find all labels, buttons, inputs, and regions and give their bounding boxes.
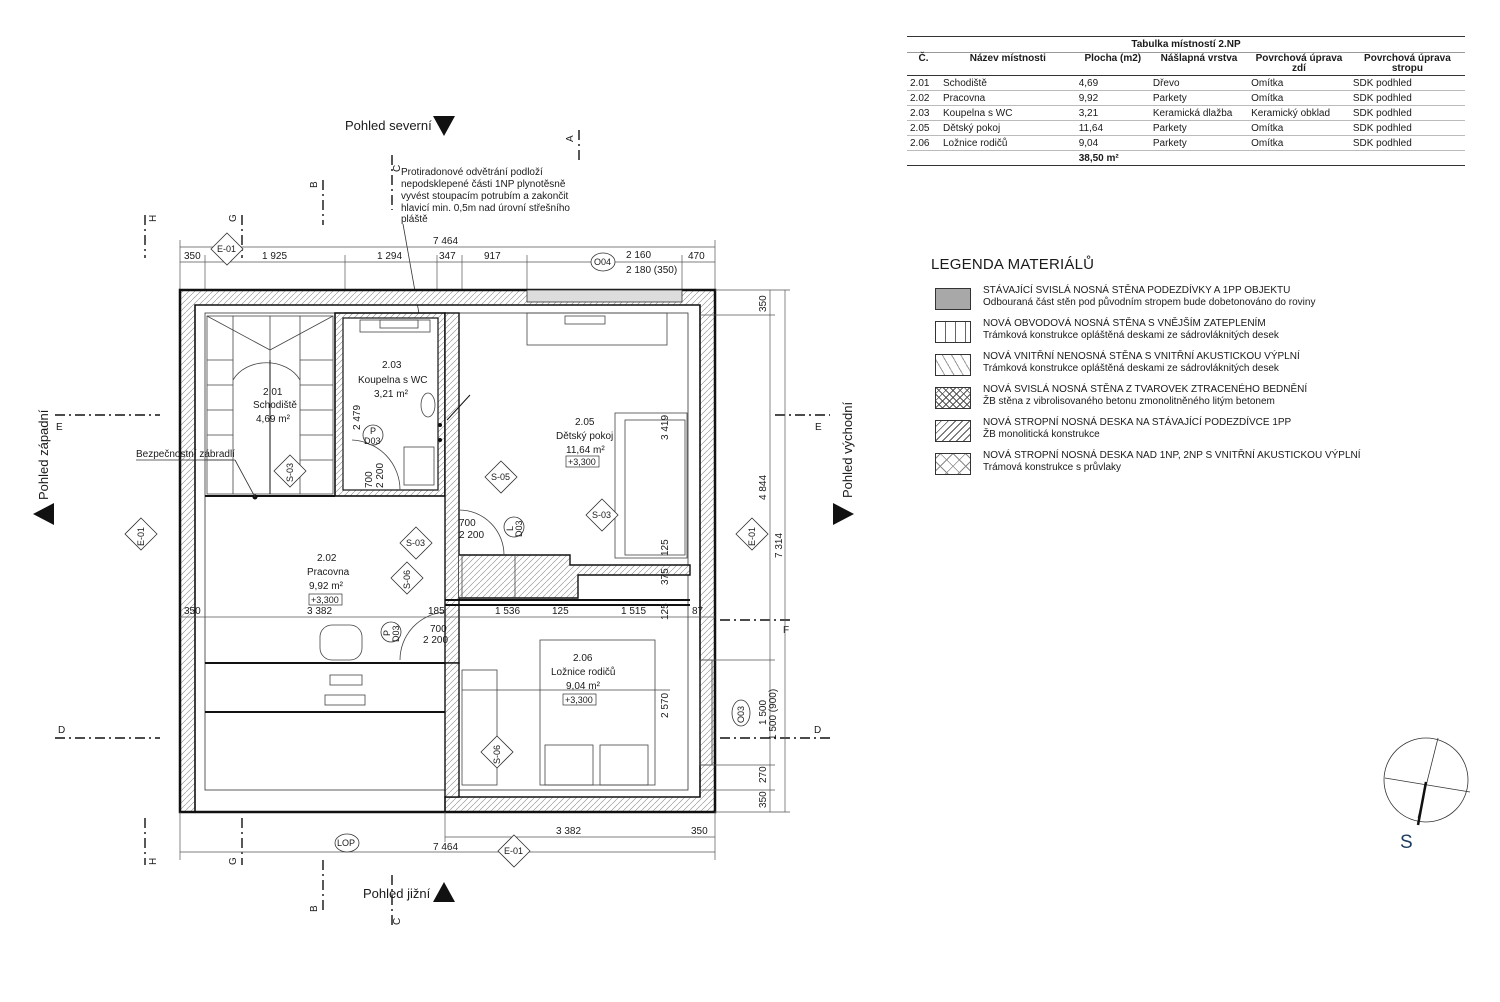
cell: Ložnice rodičů: [940, 136, 1076, 151]
svg-text:E-01: E-01: [747, 526, 757, 546]
dim-text: 350: [184, 251, 201, 262]
axis-label-d: D: [58, 725, 66, 736]
room-name: Ložnice rodičů: [551, 667, 616, 678]
cell: SDK podhled: [1350, 106, 1465, 121]
dim-text: 1 500 (900): [768, 688, 779, 740]
room-label-205: [556, 417, 613, 467]
dim-text: 375: [660, 568, 671, 585]
dim-text: 3 382: [556, 826, 582, 837]
dim-text: 4 844: [758, 474, 769, 500]
axis-label-b: B: [309, 905, 320, 912]
south-view-arrow: [433, 882, 455, 902]
dim-text: 347: [439, 251, 456, 262]
room-table-caption: Tabulka místností 2.NP: [907, 36, 1465, 53]
cell: 2.05: [907, 121, 940, 136]
legend-item-desc: Odbouraná část stěn pod původním stropem bude dobetonováno do roviny: [983, 297, 1316, 308]
legend-item-desc: ŽB monolitická konstrukce: [983, 429, 1100, 440]
dim-text: 2 160: [626, 250, 652, 261]
svg-text:S-06: S-06: [492, 744, 502, 764]
dim-text: 7 464: [433, 236, 459, 247]
room-name: Koupelna s WC: [358, 375, 428, 386]
tag-s05: [485, 461, 517, 493]
cell: Omítka: [1248, 136, 1350, 151]
tag-door-d03: [363, 425, 383, 446]
legend-item-title: NOVÁ OBVODOVÁ NOSNÁ STĚNA S VNĚJŠÍM ZATEPLENÍM: [983, 318, 1266, 329]
axis-label-h: H: [148, 857, 159, 865]
railing-label: Bezpečnostní zábradlí: [136, 449, 235, 460]
col-number: Č.: [907, 53, 940, 76]
north-view-arrow: [433, 116, 455, 136]
svg-text:E-01: E-01: [504, 846, 524, 856]
dim-text: 2 180 (350): [626, 265, 678, 276]
svg-text:LOP: LOP: [337, 838, 356, 848]
dimensions-bottom: [180, 812, 715, 860]
room-area: 9,04 m²: [566, 681, 600, 692]
room-number: 2.06: [573, 653, 593, 664]
svg-text:S-03: S-03: [285, 462, 295, 482]
axis-label-c: C: [392, 917, 403, 925]
cell: 11,64: [1076, 121, 1150, 136]
room-label-201: [253, 387, 297, 425]
dim-text: 2 570: [660, 692, 671, 718]
col-floor: Nášlapná vrstva: [1150, 53, 1248, 76]
axis-label-e: E: [56, 422, 63, 433]
axis-label-c: C: [392, 164, 403, 172]
legend-item-title: STÁVAJÍCÍ SVISLÁ NOSNÁ STĚNA PODEZDÍVKY A 1PP OBJEKTU: [983, 285, 1291, 296]
dim-text: 1 536: [495, 606, 521, 617]
total-area: 38,50 m²: [1076, 151, 1150, 166]
tag-s06: [391, 562, 423, 594]
dim-text: 185: [428, 606, 445, 617]
dim-text: 2 200: [375, 462, 386, 488]
room-label-206: [551, 653, 615, 705]
tag-lop: [335, 834, 359, 852]
tag-o03: [732, 700, 750, 726]
legend-item-title: NOVÁ SVISLÁ NOSNÁ STĚNA Z TVAROVEK ZTRACENÉHO BEDNĚNÍ: [983, 384, 1308, 395]
dim-text: 700: [364, 471, 375, 488]
note-line: vyvést stoupacím potrubím a zakončit: [401, 191, 569, 202]
legend-item-title: NOVÁ STROPNÍ NOSNÁ DESKA NA STÁVAJÍCÍ PODEZDÍVCE 1PP: [983, 417, 1292, 428]
dim-text: 350: [184, 606, 201, 617]
dim-text: 7 314: [774, 532, 785, 558]
dim-text: 700: [459, 518, 476, 529]
west-view-arrow: [33, 503, 54, 525]
room-area: 3,21 m²: [374, 389, 408, 400]
room-name: Schodiště: [253, 400, 297, 411]
room-level: +3,300: [568, 457, 596, 467]
cell: Parkety: [1150, 91, 1248, 106]
svg-text:S-03: S-03: [406, 538, 426, 548]
room-area: 11,64 m²: [566, 445, 605, 456]
cell: 2.02: [907, 91, 940, 106]
dim-text: 1 925: [262, 251, 288, 262]
svg-text:D03: D03: [391, 625, 401, 642]
cell: Keramická dlažba: [1150, 106, 1248, 121]
axis-label-a: A: [565, 135, 576, 142]
railing-leader: [235, 460, 255, 497]
view-label-north: Pohled severní: [345, 118, 432, 133]
dim-text: 1 500: [758, 699, 769, 725]
dim-text: 2 200: [423, 635, 449, 646]
legend-item-desc: Trámková konstrukce opláštěná deskami ze sádrovláknitých desek: [983, 363, 1279, 374]
room-label-202: [307, 553, 350, 605]
axis-label-h: H: [148, 214, 159, 222]
room-area: 4,69 m²: [256, 414, 290, 425]
cell: Koupelna s WC: [940, 106, 1076, 121]
svg-text:P: P: [382, 629, 392, 636]
tag-door-d03: [504, 517, 524, 537]
svg-text:S-03: S-03: [592, 510, 612, 520]
view-label-south: Pohled jižní: [363, 886, 431, 901]
dim-text: 270: [758, 766, 769, 783]
room-level: +3,300: [311, 595, 339, 605]
svg-text:E-01: E-01: [136, 526, 146, 546]
axis-label-f: F: [783, 625, 790, 636]
east-view-arrow: [833, 503, 854, 525]
axis-label-e: E: [815, 422, 822, 433]
tag-s06: [481, 736, 513, 768]
svg-text:D03: D03: [364, 436, 381, 446]
cell: Parkety: [1150, 121, 1248, 136]
svg-text:D03: D03: [514, 520, 524, 537]
cell: 9,04: [1076, 136, 1150, 151]
room-number: 2.03: [382, 360, 402, 371]
col-area: Plocha (m2): [1076, 53, 1150, 76]
dim-text: 1 515: [621, 606, 647, 617]
room-level: +3,300: [565, 695, 593, 705]
cell: Pracovna: [940, 91, 1076, 106]
dim-text: 125: [660, 539, 671, 556]
dimensions-top: [180, 236, 715, 290]
view-label-west: Pohled západní: [36, 409, 51, 500]
dim-text: 125: [552, 606, 569, 617]
legend-item-desc: ŽB stěna z vibrolisovaného betonu zmonolitněného litým betonem: [983, 396, 1275, 407]
room-number: 2.02: [317, 553, 337, 564]
cell: SDK podhled: [1350, 136, 1465, 151]
compass-label: S: [1400, 832, 1413, 853]
svg-text:S-05: S-05: [491, 472, 511, 482]
svg-text:E-01: E-01: [217, 244, 237, 254]
svg-text:L: L: [505, 525, 515, 531]
cell: Keramický obklad: [1248, 106, 1350, 121]
dim-text: 2 479: [352, 404, 363, 430]
legend-item-title: NOVÁ VNITŘNÍ NENOSNÁ STĚNA S VNITŘNÍ AKUSTICKOU VÝPLNÍ: [983, 351, 1300, 362]
col-ceiling: Povrchová úprava stropu: [1350, 53, 1465, 76]
cell: 2.06: [907, 136, 940, 151]
dim-text: 2 200: [459, 530, 485, 541]
room-area: 9,92 m²: [309, 581, 343, 592]
cell: SDK podhled: [1350, 76, 1465, 91]
axis-label-g: G: [228, 214, 239, 222]
cell: Omítka: [1248, 121, 1350, 136]
cell: 3,21: [1076, 106, 1150, 121]
svg-text:O03: O03: [736, 705, 746, 723]
room-name: Pracovna: [307, 567, 350, 578]
tag-e01-left: [125, 518, 157, 550]
tag-s03: [586, 499, 618, 531]
compass: [1384, 738, 1470, 853]
tag-e01-top: [211, 233, 243, 265]
dim-text: 350: [691, 826, 708, 837]
note-line: Protiradonové odvětrání podloží: [401, 167, 543, 178]
legend-item-desc: Trámková konstrukce opláštěná deskami ze sádrovláknitých desek: [983, 330, 1279, 341]
legend-item-title: NOVÁ STROPNÍ NOSNÁ DESKA NAD 1NP, 2NP S VNITŘNÍ AKUSTICKOU VÝPLNÍ: [983, 450, 1361, 461]
note-line: pláště: [401, 214, 428, 225]
svg-text:S-06: S-06: [402, 569, 412, 589]
svg-text:O04: O04: [594, 257, 612, 267]
room-name: Dětský pokoj: [556, 431, 614, 442]
cell: 2.03: [907, 106, 940, 121]
svg-text:P: P: [370, 426, 377, 436]
cell: Omítka: [1248, 76, 1350, 91]
cell: 9,92: [1076, 91, 1150, 106]
dim-text: 7 464: [433, 842, 459, 853]
cell: Schodiště: [940, 76, 1076, 91]
dim-text: 350: [758, 295, 769, 312]
dim-text: 3 419: [660, 414, 671, 440]
tag-o04: [591, 253, 615, 271]
interior-walls: [205, 290, 690, 797]
dim-text: 1 294: [377, 251, 403, 262]
tag-s03: [400, 527, 432, 559]
axis-label-g: G: [228, 857, 239, 865]
axis-label-d: D: [814, 725, 822, 736]
tag-door-d03: [381, 622, 401, 642]
dim-text: 87: [692, 606, 704, 617]
cell: Omítka: [1248, 91, 1350, 106]
cell: 2.01: [907, 76, 940, 91]
axis-label-b: B: [309, 181, 320, 188]
legend-item-desc: Trámová konstrukce s průvlaky: [983, 462, 1122, 473]
col-name: Název místnosti: [940, 53, 1076, 76]
dim-text: 125: [660, 603, 671, 620]
cell: 4,69: [1076, 76, 1150, 91]
cell: SDK podhled: [1350, 91, 1465, 106]
cell: Parkety: [1150, 136, 1248, 151]
dim-text: 350: [758, 791, 769, 808]
room-number: 2.01: [263, 387, 283, 398]
legend-title: LEGENDA MATERIÁLŮ: [931, 256, 1095, 273]
col-walls: Povrchová úprava zdí: [1248, 53, 1350, 76]
note-line: nepodsklepené části 1NP plynotěsně: [401, 179, 566, 190]
dim-text: 470: [688, 251, 705, 262]
cell: Dětský pokoj: [940, 121, 1076, 136]
tag-e01-right: [736, 518, 768, 550]
tag-e01-bottom: [498, 835, 530, 867]
dim-text: 3 382: [307, 606, 333, 617]
room-number: 2.05: [575, 417, 595, 428]
cell: Dřevo: [1150, 76, 1248, 91]
cell: SDK podhled: [1350, 121, 1465, 136]
dim-text: 700: [430, 624, 447, 635]
note-line: hlavicí min. 0,5m nad úrovní střešního: [401, 203, 570, 214]
view-label-east: Pohled východní: [840, 401, 855, 498]
dim-text: 917: [484, 251, 501, 262]
